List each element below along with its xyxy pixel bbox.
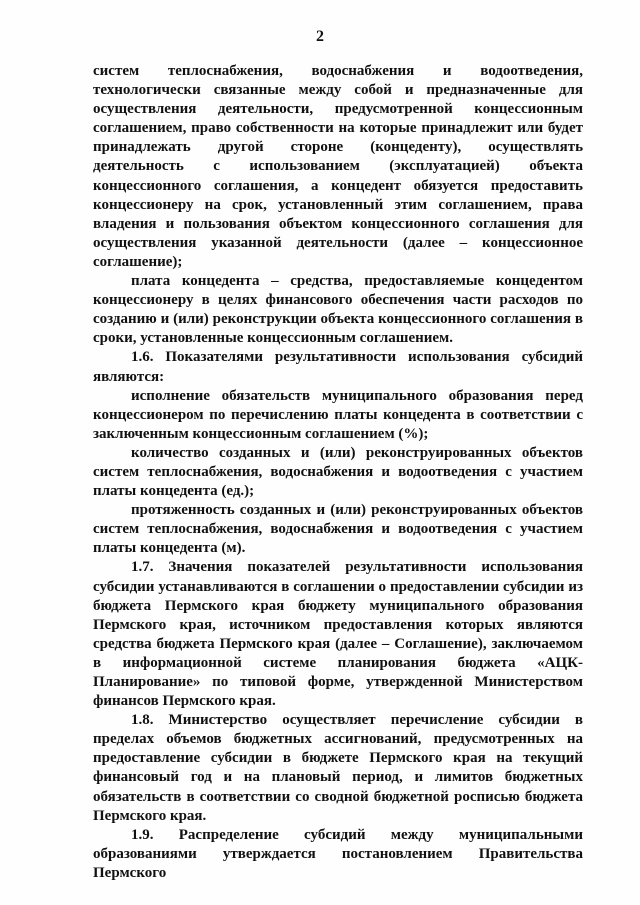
paragraph-indicator-obligations: исполнение обязательств муниципального образования перед концессионером по перечислению платы концедента в соответствии с заключенным концессионным соглашением (%); xyxy=(93,387,583,442)
page-number: 2 xyxy=(316,28,324,45)
document-body xyxy=(93,62,583,883)
paragraph-1-9: 1.9. Распределение субсидий между муниципальными образованиями утверждается постановлением Правительства Пермского xyxy=(93,826,583,881)
paragraph-1-7: 1.7. Значения показателей результативности использования субсидии устанавливаются в соглашении о предоставлении субсидии из бюджета Пермского края бюджету муниципального образования Пермского края, источником предоставления которых являются средства бюджета Пермского края (далее – Соглашение), заключаемом в информационной системе планирования бюджета «АЦК-Планирование» по типовой форме, утвержденной Министерством финансов Пермского края. xyxy=(93,559,583,710)
paragraph-concedent-fee: плата концедента – средства, предоставляемые концедентом концессионеру в целях финансового обеспечения части расходов по созданию и (или) реконструкции объекта концессионного соглашения в сроки, установленные концессионным соглашением. xyxy=(93,273,583,347)
paragraph-concession-definition-cont: систем теплоснабжения, водоснабжения и водоотведения, технологически связанные между собой и предназначенные для осуществления деятельности, предусмотренной концессионным соглашением, право собственности на которые принадлежит или будет принадлежать другой стороне (концеденту), осуществлять деятельность с использованием (эксплуатацией) объекта концессионного соглашения, а концедент обязуется предоставить концессионеру на срок, установленный этим соглашением, права владения и пользования объектом концессионного соглашения для осуществления указанной деятельности (далее – концессионное соглашение); xyxy=(93,63,583,270)
paragraph-indicator-count: количество созданных и (или) реконструированных объектов систем теплоснабжения, водоснабжения и водоотведения с участием платы концедента (ед.); xyxy=(93,444,583,500)
paragraph-1-8: 1.8. Министерство осуществляет перечисление субсидии в пределах объемов бюджетных ассигнований, предусмотренных на предоставление субсидии в бюджете Пермского края на текущий финансовый год и на плановый период, и лимитов бюджетных обязательств в соответствии со сводной бюджетной росписью бюджета Пермского края. xyxy=(93,712,583,824)
paragraph-1-6: 1.6. Показателями результативности использования субсидий являются: xyxy=(93,349,583,385)
paragraph-indicator-length: протяженность созданных и (или) реконструированных объектов систем теплоснабжения, водоснабжения и водоотведения с участием платы концедента (м). xyxy=(93,502,583,557)
